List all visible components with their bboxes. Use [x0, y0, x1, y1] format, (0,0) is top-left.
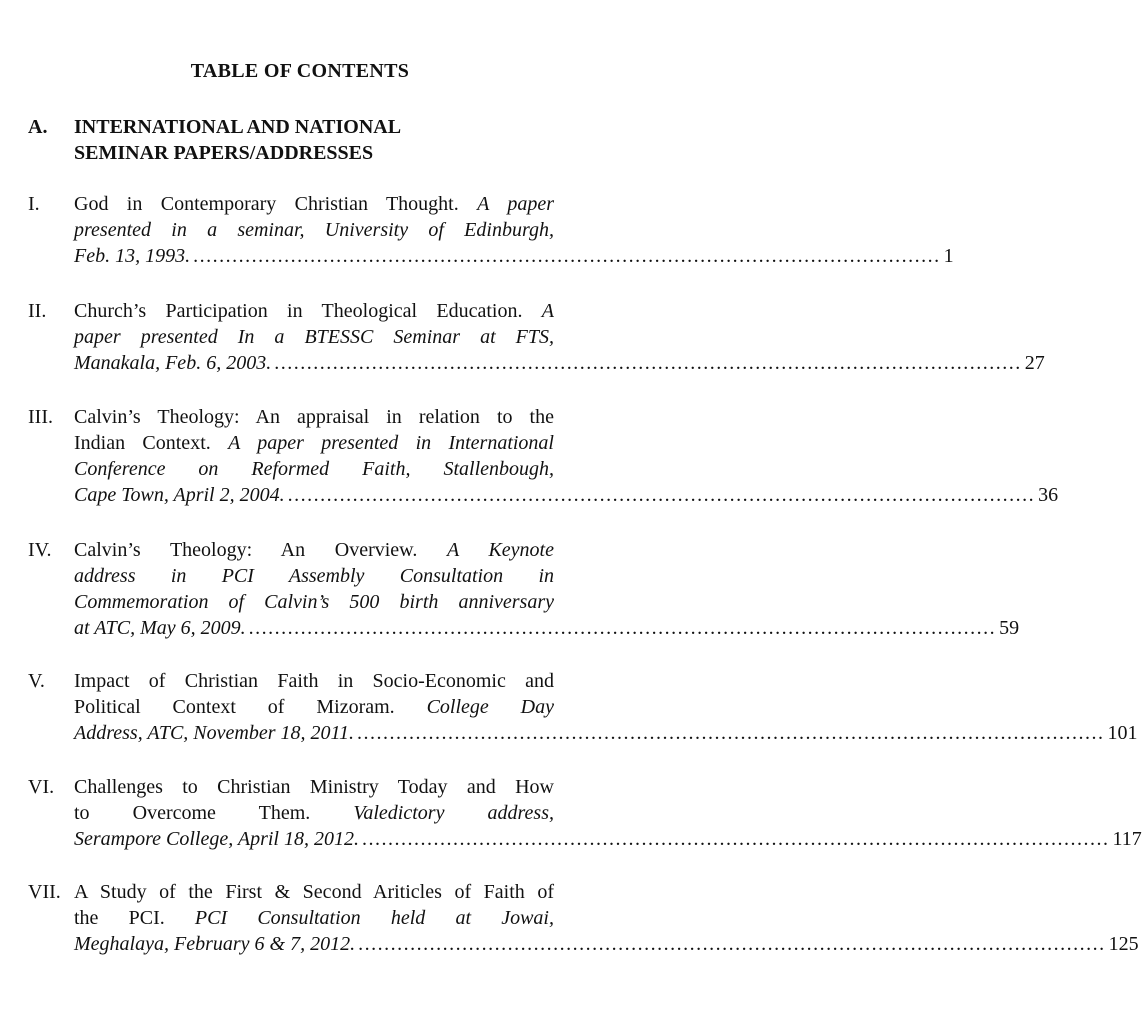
section-heading-line: SEMINAR PAPERS/ADDRESSES: [74, 142, 374, 164]
entry-note: Valedictory address,: [353, 802, 554, 824]
entry-number: VII.: [28, 881, 61, 903]
entry-title: Indian Context.: [74, 432, 229, 454]
entry-date: Cape Town, April 2, 2004.: [74, 484, 285, 506]
entry-date: Address, ATC, November 18, 2011.: [74, 722, 354, 744]
page-number: 36: [1038, 484, 1059, 506]
entry-title: A Study of the First & Second Ariticles of Faith of: [74, 881, 554, 903]
entry-date: Meghalaya, February 6 & 7, 2012.: [74, 933, 356, 955]
entry-note: address in PCI Assembly Consultation in: [74, 565, 554, 587]
page-number: 1: [943, 245, 954, 267]
entry-note: paper presented In a BTESSC Seminar at FTS,: [74, 326, 554, 348]
entry-number: II.: [28, 300, 47, 322]
page-number: 101: [1107, 722, 1138, 744]
entry-note: PCI Consultation held at Jowai,: [194, 907, 554, 929]
section-heading-line: INTERNATIONAL AND NATIONAL: [74, 116, 402, 138]
entry-number: III.: [28, 406, 53, 428]
entry-number: VI.: [28, 776, 55, 798]
entry-title: Calvin’s Theology: An appraisal in relation to the: [74, 406, 554, 428]
entry-title: Calvin’s Theology: An Overview.: [74, 539, 447, 561]
entry-date: at ATC, May 6, 2009.: [74, 617, 246, 639]
entry-title: Challenges to Christian Ministry Today and How: [74, 776, 554, 798]
section-letter: A.: [28, 116, 48, 138]
page-title: TABLE OF CONTENTS: [190, 60, 410, 82]
entry-note: Commemoration of Calvin’s 500 birth anniversary: [74, 591, 554, 613]
entry-note: A: [541, 300, 554, 322]
entry-number: I.: [28, 193, 40, 215]
entry-note: A paper: [477, 193, 554, 215]
entry-title: the PCI.: [74, 907, 195, 929]
entry-note: College Day: [426, 696, 554, 718]
entry-title: to Overcome Them.: [74, 802, 354, 824]
entry-date: Manakala, Feb. 6, 2003.: [74, 352, 272, 374]
page-number: 117: [1112, 828, 1142, 850]
entry-note: Conference on Reformed Faith, Stallenbough,: [74, 458, 554, 480]
entry-number: V.: [28, 670, 45, 692]
entry-date: Serampore College, April 18, 2012.: [74, 828, 359, 850]
entry-note: presented in a seminar, University of Edinburgh,: [74, 219, 554, 241]
entry-title: Church’s Participation in Theological Education.: [74, 300, 542, 322]
entry-title: Impact of Christian Faith in Socio-Economic and: [74, 670, 554, 692]
page-number: 27: [1024, 352, 1045, 374]
page-number: 59: [999, 617, 1020, 639]
document-page: TABLE OF CONTENTS A. INTERNATIONAL AND NATIONAL SEMINAR PAPERS/ADDRESSES I. God in Contemporary Christian Thought. A paper presented in a seminar, University of Edinburgh, Feb. 13, 1993. ................................................................................................................... 1 II. Church’s Participation in Theological Education. A paper presented In a BTESSC Seminar at FTS, Manakala, Feb. 6, 2003. ................................................................................................................... 27 III. Calvin’s Theology: An appraisal in relation to the Indian Context. A paper presented in International Conference on Reformed Faith, Stallenbough, Cape Town, April 2, 2004. ................................................................................................................... 36 IV. Calvin’s Theology: An Overview. A Keynote address in PCI Assembly Consultation in Commemoration of Calvin’s 500 birth anniversary at ATC, May 6, 2009. ................................................................................................................... 59 V. Impact of Christian Faith in Socio-Economic and Political Context of Mizoram. College Day Address, ATC, November 18, 2011. ................................................................................................................... 101 VI. Challenges to Christian Ministry Today and How to Overcome Them. Valedictory address, Serampore College, April 18, 2012. ................................................................................................................... 117 VII. A Study of the First & Second Ariticles of Faith of the PCI. PCI Consultation held at Jowai, Meghalaya, February 6 & 7, 2012. ................................................................................................................... 125: [0, 0, 600, 1023]
entry-title: Political Context of Mizoram.: [74, 696, 427, 718]
page-number: 125: [1108, 933, 1139, 955]
entry-note: A Keynote: [446, 539, 554, 561]
entry-note: A paper presented in International: [228, 432, 554, 454]
entry-number: IV.: [28, 539, 52, 561]
entry-date: Feb. 13, 1993.: [74, 245, 191, 267]
entry-title: God in Contemporary Christian Thought.: [74, 193, 478, 215]
